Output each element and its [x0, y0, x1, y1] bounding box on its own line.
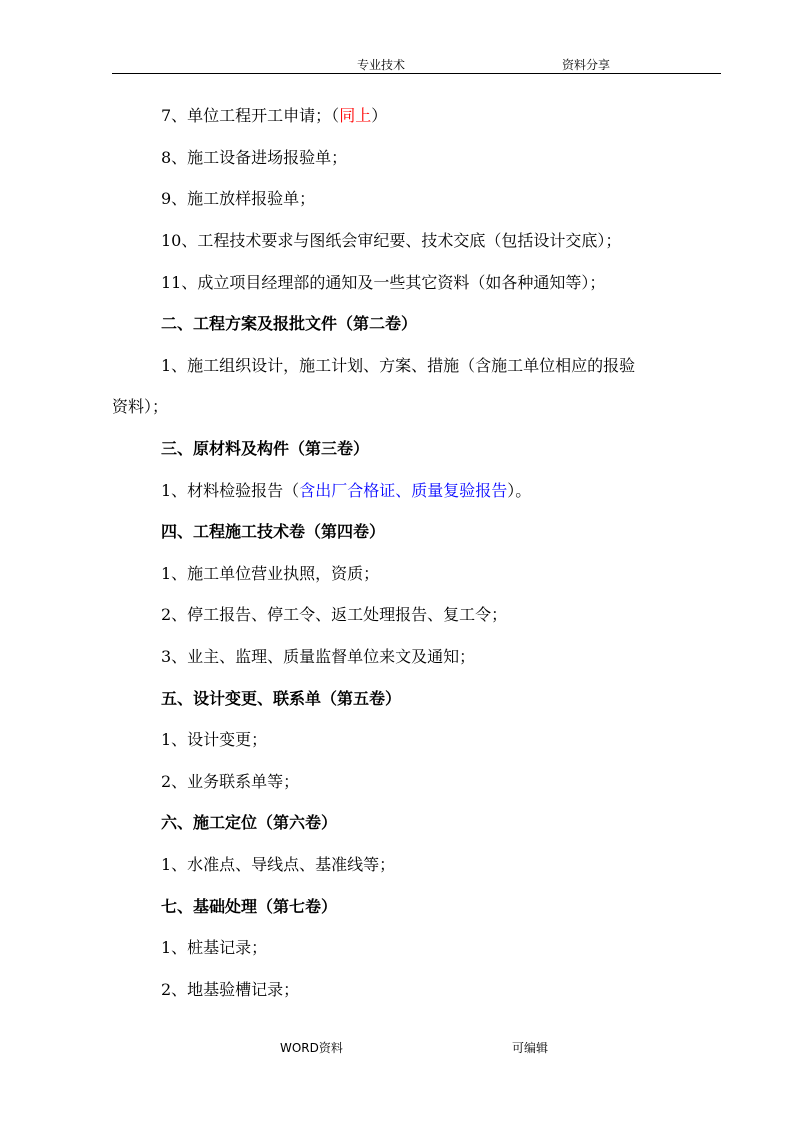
- list-item: 1、水准点、导线点、基准线等；: [161, 855, 396, 874]
- section-heading: 四、工程施工技术卷（第四卷）: [161, 522, 386, 541]
- list-item-text: ）: [371, 106, 388, 125]
- list-item: 2、停工报告、停工令、返工处理报告、复工令；: [161, 605, 508, 624]
- list-item: 8、施工设备进场报验单；: [161, 148, 348, 167]
- section-heading: 三、原材料及构件（第三卷）: [161, 439, 370, 458]
- list-item: 2、业务联系单等；: [161, 772, 300, 791]
- list-item: 1、施工单位营业执照，资质；: [161, 564, 380, 583]
- list-item-text: 1、材料检验报告（: [161, 481, 300, 500]
- list-item: 2、地基验槽记录；: [161, 980, 300, 999]
- list-item: [161, 106, 387, 126]
- list-item: [161, 481, 531, 501]
- list-item-continuation: 资料）；: [112, 397, 169, 416]
- section-heading: 七、基础处理（第七卷）: [161, 897, 338, 916]
- list-item-text: ）。: [507, 481, 532, 500]
- list-item-text: 7、单位工程开工申请；（: [161, 106, 340, 125]
- list-item: 1、施工组织设计，施工计划、方案、措施（含施工单位相应的报验: [161, 356, 636, 375]
- highlight-red-text: 同上: [339, 106, 372, 125]
- footer-left-text: WORD资料: [280, 1041, 343, 1055]
- header-left-text: 专业技术: [357, 58, 406, 72]
- list-item: 11、成立项目经理部的通知及一些其它资料（如各种通知等）；: [161, 273, 606, 292]
- section-heading: 五、设计变更、联系单（第五卷）: [161, 689, 402, 708]
- list-item: 9、施工放样报验单；: [161, 189, 316, 208]
- list-item: 1、桩基记录；: [161, 938, 268, 957]
- section-heading: 六、施工定位（第六卷）: [161, 813, 338, 832]
- header-right-text: 资料分享: [562, 58, 611, 72]
- footer-right-text: 可编辑: [512, 1041, 549, 1055]
- header-divider: [112, 73, 721, 74]
- section-heading: 二、工程方案及报批文件（第二卷）: [161, 314, 418, 333]
- list-item: 3、业主、监理、质量监督单位来文及通知；: [161, 647, 476, 666]
- list-item: 10、工程技术要求与图纸会审纪要、技术交底（包括设计交底）；: [161, 231, 622, 250]
- highlight-blue-text: 含出厂合格证、质量复验报告: [299, 481, 508, 500]
- list-item: 1、设计变更；: [161, 730, 268, 749]
